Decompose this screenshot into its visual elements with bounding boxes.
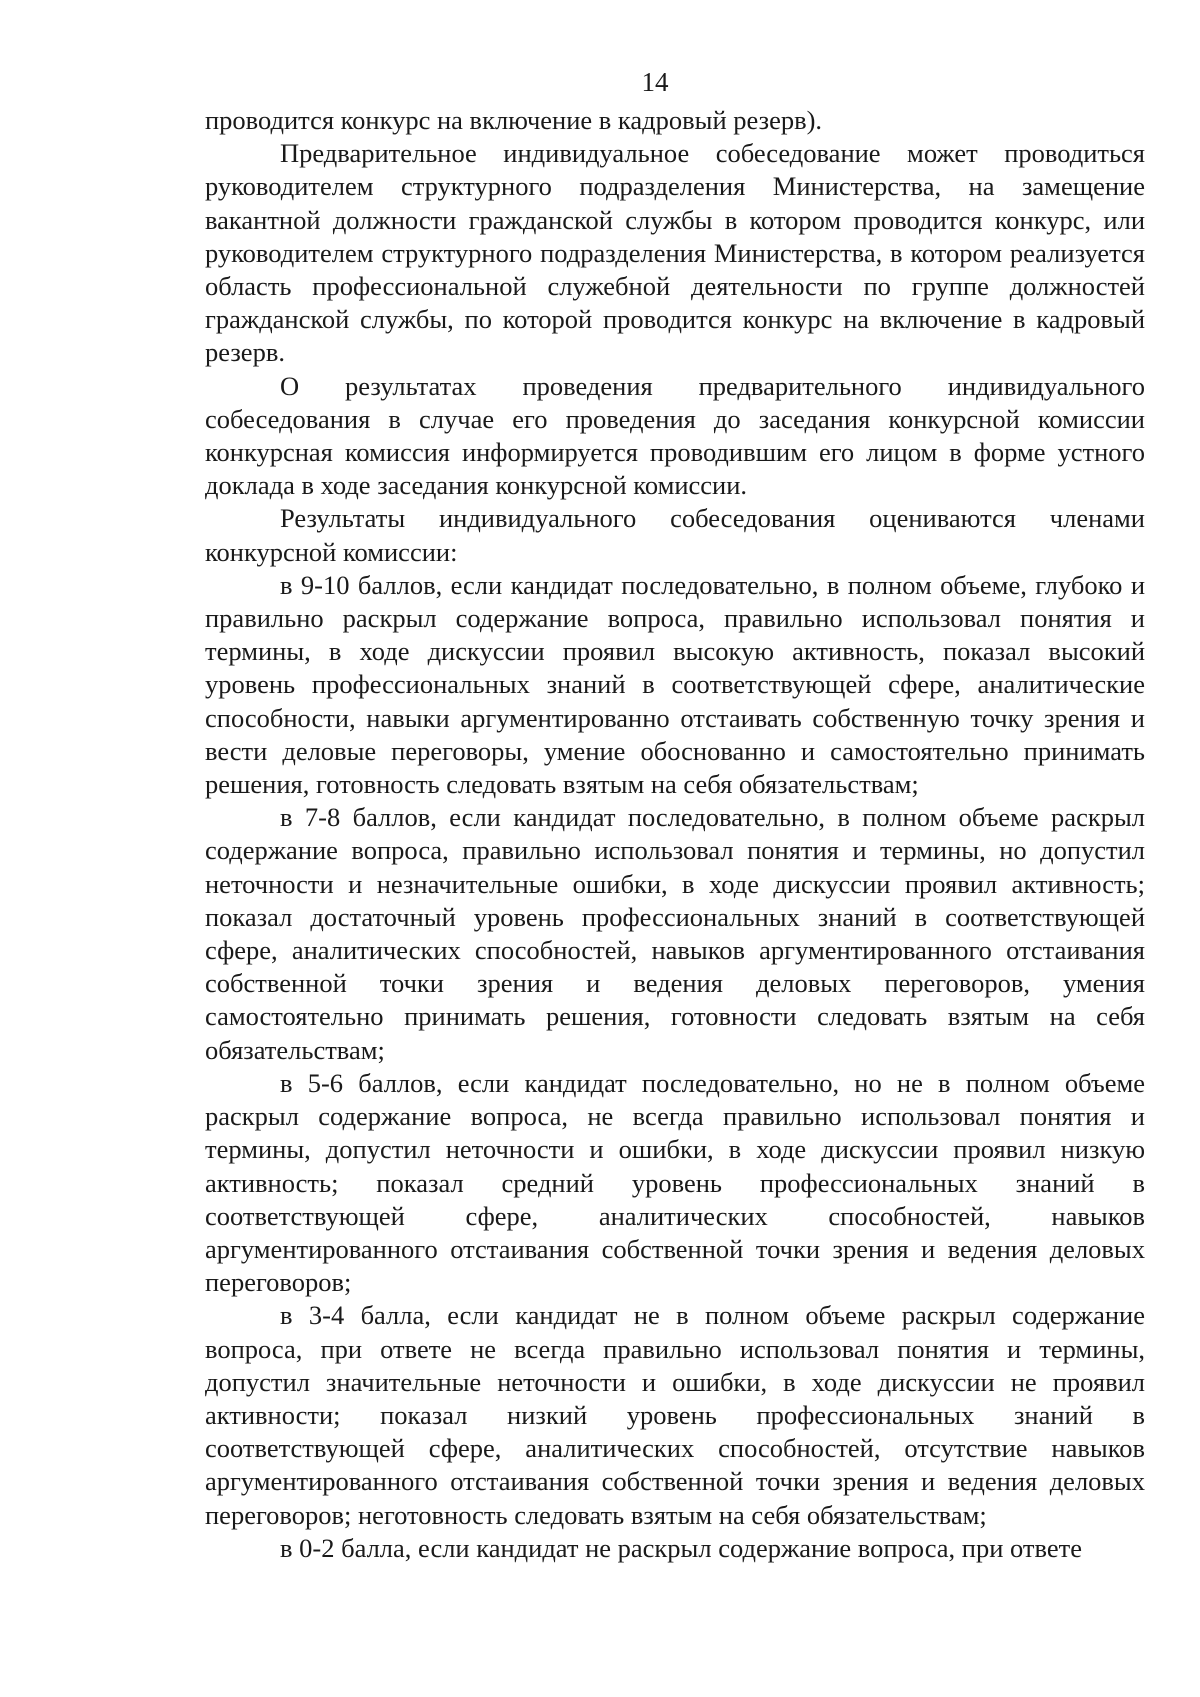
paragraph-score-7-8: в 7-8 баллов, если кандидат последовательно, в полном объеме раскрыл содержание вопроса, правильно использовал понятия и термины, но допустил неточности и незначительные ошибки, в ходе дискуссии проявил активность; показал достаточный уровень профессиональных знаний в соответствующей сфере, аналитических способностей, навыков аргументированного отстаивания собственной точки зрения и ведения деловых переговоров, умения самостоятельно принимать решения, готовности следовать взятым на себя обязательствам; bbox=[205, 802, 1145, 1065]
paragraph-score-3-4: в 3-4 балла, если кандидат не в полном объеме раскрыл содержание вопроса, при ответе не всегда правильно использовал понятия и термины, допустил значительные неточности и ошибки, в ходе дискуссии не проявил активности; показал низкий уровень профессиональных знаний в соответствующей сфере, аналитических способностей, отсутствие навыков аргументированного отстаивания собственной точки зрения и ведения деловых переговоров; неготовность следовать взятым на себя обязательствам; bbox=[205, 1300, 1145, 1530]
page-number: 14 bbox=[641, 67, 669, 97]
paragraph-preliminary-interview: Предварительное индивидуальное собеседование может проводиться руководителем структурного подразделения Министерства, на замещение вакантной должности гражданской службы в котором проводится конкурс, или руководителем структурного подразделения Министерства, в котором реализуется область профессиональной служебной деятельности по группе должностей гражданской службы, по которой проводится конкурс на включение в кадровый резерв. bbox=[205, 138, 1145, 368]
paragraph-score-5-6: в 5-6 баллов, если кандидат последовательно, но не в полном объеме раскрыл содержание вопроса, не всегда правильно использовал понятия и термины, допустил неточности и ошибки, в ходе дискуссии проявил низкую активность; показал средний уровень профессиональных знаний в соответствующей сфере, аналитических способностей, навыков аргументированного отстаивания собственной точки зрения и ведения деловых переговоров; bbox=[205, 1067, 1145, 1298]
paragraph-score-9-10: в 9-10 баллов, если кандидат последовательно, в полном объеме, глубоко и правильно раскрыл содержание вопроса, правильно использовал понятия и термины, в ходе дискуссии проявил высокую активность, показал высокий уровень профессиональных знаний в соответствующей сфере, аналитические способности, навыки аргументированно отстаивать собственную точку зрения и вести деловые переговоры, умение обоснованно и самостоятельно принимать решения, готовность следовать взятым на себя обязательствам; bbox=[205, 569, 1145, 800]
paragraph-continuation: проводится конкурс на включение в кадровый резерв). bbox=[205, 105, 823, 135]
document-body bbox=[205, 104, 1145, 1565]
paragraph-evaluation-intro: Результаты индивидуального собеседования оцениваются членами конкурсной комиссии: bbox=[205, 503, 1145, 567]
paragraph-score-0-2: в 0-2 балла, если кандидат не раскрыл содержание вопроса, при ответе bbox=[280, 1532, 1082, 1563]
paragraph-interview-results-report: О результатах проведения предварительного индивидуального собеседования в случае его проведения до заседания конкурсной комиссии конкурсная комиссия информируется проводившим его лицом в форме устного доклада в ходе заседания конкурсной комиссии. bbox=[205, 370, 1145, 501]
